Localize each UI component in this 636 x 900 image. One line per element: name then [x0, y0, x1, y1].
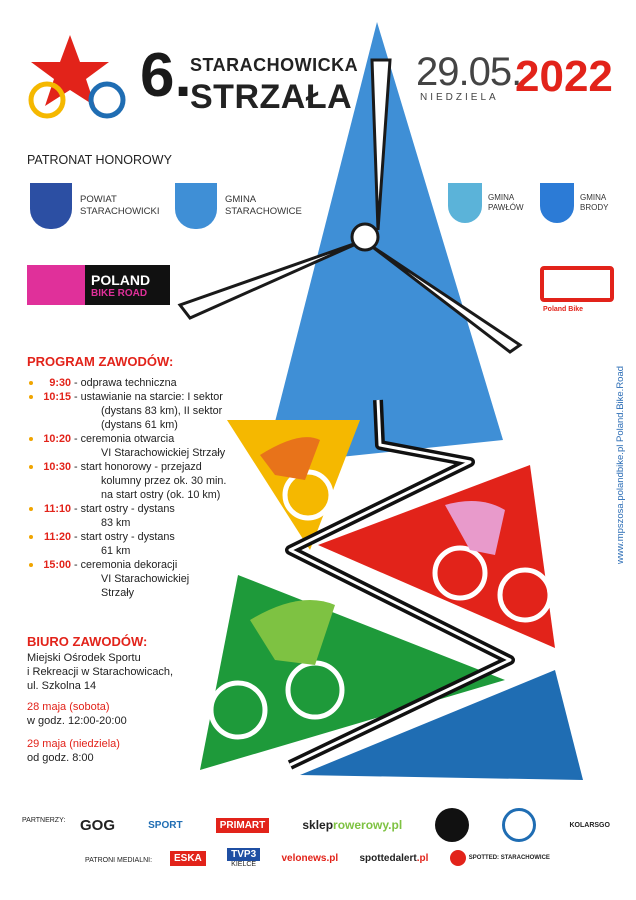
biuro-address: Miejski Ośrodek Sportu i Rekreacji w Starachowicach, ul. Szkolna 14	[27, 652, 174, 692]
patron-gmina-brody: GMINA BRODY	[540, 183, 608, 223]
biuro-title: BIURO ZAWODÓW:	[27, 634, 148, 649]
partners-row	[80, 808, 610, 842]
program-item: 15:00 - ceremonia dekoracji VI Starachowickiej Strzały	[29, 558, 249, 600]
program-item: 11:20 - start ostry - dystans 61 km	[29, 530, 249, 558]
patron-powiat: POWIAT STARACHOWICKI	[30, 183, 160, 229]
program-item: 10:15 - ustawianie na starcie: I sektor (dystans 83 km), II sektor (dystans 61 km)	[29, 390, 249, 432]
program-title: PROGRAM ZAWODÓW:	[27, 354, 174, 369]
program-item: 10:20 - ceremonia otwarcia VI Starachowickiej Strzały	[29, 432, 249, 460]
media-row	[170, 848, 550, 868]
poland-bike-caption: Poland Bike	[543, 306, 584, 313]
bike-road-icon	[27, 265, 85, 305]
program-item: 9:30 - odprawa techniczna	[29, 376, 249, 390]
media-label: PATRONI MEDIALNI:	[85, 857, 153, 864]
date-weekday: NIEDZIELA	[420, 92, 499, 103]
starachowice-crest-icon	[175, 183, 217, 229]
partner-starachowice-icon	[502, 808, 536, 842]
partner-kolarsgo: KOLARSGO	[569, 821, 610, 829]
pawlow-crest-icon	[448, 183, 482, 223]
patronat-title: PATRONAT HONOROWY	[27, 153, 172, 167]
date-year: 2022	[515, 52, 613, 101]
poland-bike-logo-icon	[540, 266, 614, 302]
media-velonews: velonews.pl	[281, 852, 339, 864]
program-item: 11:10 - start ostry - dystans 83 km	[29, 502, 249, 530]
partner-primart: PRIMART	[216, 818, 270, 833]
patron-gmina-starachowice: GMINA STARACHOWICE	[175, 183, 302, 229]
media-eska: ESKA	[170, 851, 206, 866]
spotted-icon	[450, 850, 466, 866]
biuro-saturday: 28 maja (sobota) w godz. 12:00-20:00	[27, 701, 127, 727]
media-spottedalert: spottedalert.pl	[359, 852, 429, 864]
program-list	[29, 376, 249, 600]
edition-number: 6.	[140, 41, 192, 110]
media-tvp3: TVP3 KIELCE	[227, 848, 260, 868]
partner-sklep: skleprowerowy.pl	[302, 818, 403, 832]
date-day-month: 29.05.	[416, 50, 522, 94]
title-line2: STRZAŁA	[190, 78, 353, 116]
brody-crest-icon	[540, 183, 574, 223]
title-line1: STARACHOWICKA	[190, 55, 359, 75]
poland-bike-road-logo: POLAND BIKE ROAD	[27, 265, 170, 305]
partners-label: PARTNERZY:	[22, 817, 66, 824]
biuro-sunday: 29 maja (niedziela) od godz. 8:00	[27, 738, 120, 764]
website-link[interactable]: www.mpszosa.polandbike.pl Poland.Bike.Road	[615, 365, 626, 565]
partner-moto-icon	[435, 808, 469, 842]
strzala-logo-icon	[25, 30, 135, 120]
powiat-crest-icon	[30, 183, 72, 229]
media-spotted-starachowice: SPOTTED: STARACHOWICE	[450, 850, 550, 866]
partner-gog: GOG	[80, 816, 116, 834]
patron-gmina-pawlow: GMINA PAWŁÓW	[448, 183, 524, 223]
program-item: 10:30 - start honorowy - przejazd kolumny przez ok. 30 min. na start ostry (ok. 10 km)	[29, 460, 249, 502]
partner-sport: SPORT	[148, 819, 183, 831]
